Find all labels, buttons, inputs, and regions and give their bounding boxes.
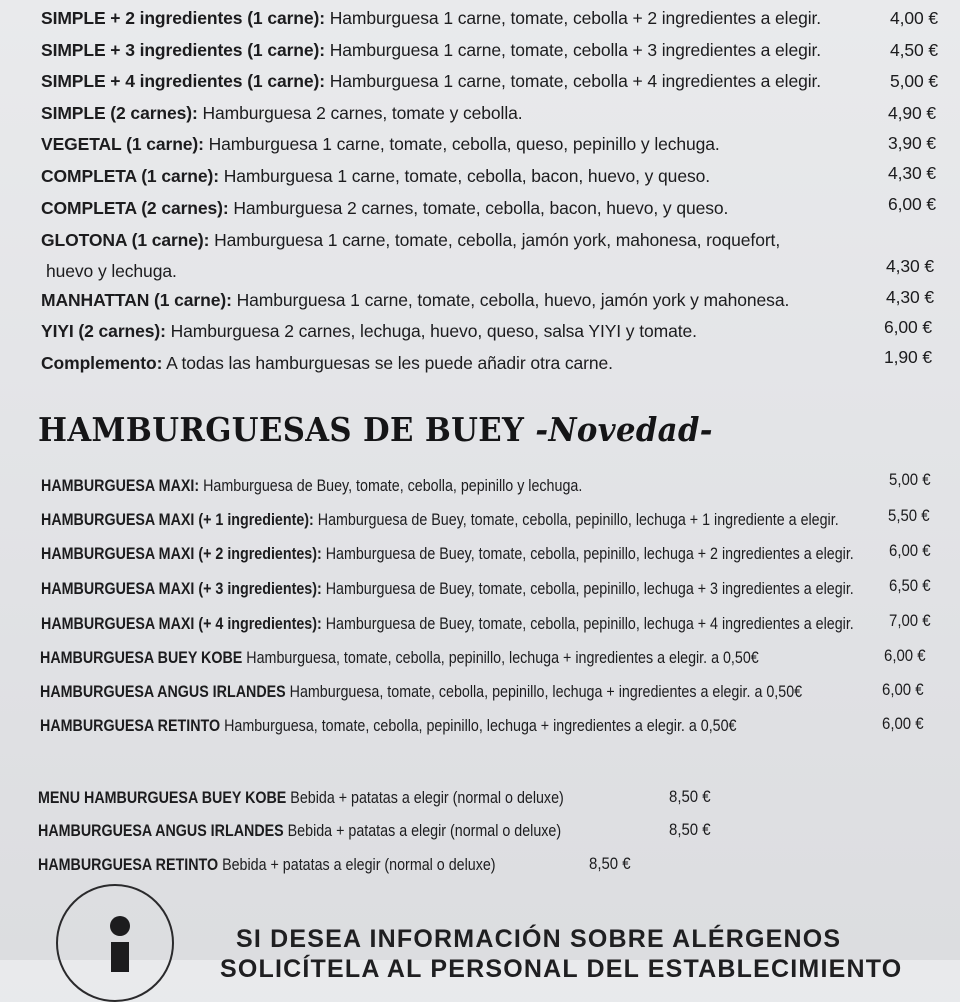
item-desc: Hamburguesa 2 carnes, tomate y cebolla.: [197, 103, 523, 123]
list-item: [41, 614, 854, 634]
list-item: [41, 198, 728, 218]
item-desc: huevo y lechuga.: [46, 261, 177, 281]
item-desc: Hamburguesa 1 carne, tomate, cebolla, huevo, jamón york y mahonesa.: [231, 290, 790, 310]
list-item: [40, 648, 759, 668]
item-desc: Hamburguesa, tomate, cebolla, pepinillo, lechuga + ingredientes a elegir. a 0,50€: [220, 716, 737, 735]
allergen-notice-line2: SOLICÍTELA AL PERSONAL DEL ESTABLECIMIENTO: [220, 955, 903, 983]
section-title: [38, 410, 713, 450]
allergen-notice-line1: SI DESEA INFORMACIÓN SOBRE ALÉRGENOS: [236, 925, 842, 953]
item-price: 6,00 €: [889, 541, 931, 560]
item-price: 8,50 €: [669, 787, 711, 806]
item-desc: Hamburguesa de Buey, tomate, cebolla, pepinillo, lechuga + 4 ingredientes a elegir.: [321, 614, 854, 633]
item-desc: Hamburguesa 2 carnes, tomate, cebolla, bacon, huevo, y queso.: [228, 198, 729, 218]
item-name: YIYI (2 carnes):: [41, 321, 166, 341]
item-desc: Hamburguesa 1 carne, tomate, cebolla, queso, pepinillo y lechuga.: [203, 134, 720, 154]
info-icon-dot: [110, 916, 130, 936]
item-name: Complemento:: [41, 353, 163, 373]
item-name: SIMPLE + 3 ingredientes (1 carne):: [41, 40, 325, 60]
list-item-continuation: [46, 261, 177, 281]
item-name: HAMBURGUESA RETINTO: [38, 855, 219, 874]
item-price: 7,00 €: [889, 611, 931, 630]
section-tag: -Novedad-: [535, 410, 713, 449]
item-name: SIMPLE + 2 ingredientes (1 carne):: [41, 8, 325, 28]
list-item: [41, 353, 613, 373]
list-item: [41, 544, 854, 564]
item-desc: Hamburguesa, tomate, cebolla, pepinillo, lechuga + ingredientes a elegir. a 0,50€: [242, 648, 759, 667]
item-name: COMPLETA (2 carnes):: [41, 198, 229, 218]
item-desc: Bebida + patatas a elegir (normal o deluxe): [286, 788, 564, 807]
list-item: [40, 716, 737, 736]
list-item: [41, 510, 839, 530]
item-price: 1,90 €: [884, 347, 933, 367]
item-name: SIMPLE (2 carnes):: [41, 103, 198, 123]
item-desc: Hamburguesa, tomate, cebolla, pepinillo, lechuga + ingredientes a elegir. a 0,50€: [285, 682, 803, 701]
list-item: [38, 821, 561, 841]
list-item: [41, 134, 720, 154]
item-name: HAMBURGUESA ANGUS IRLANDES: [38, 821, 284, 840]
item-price: 6,00 €: [884, 646, 926, 665]
list-item: [41, 71, 821, 91]
list-item: [41, 103, 523, 123]
item-price: 6,50 €: [889, 576, 931, 595]
item-name: HAMBURGUESA ANGUS IRLANDES: [40, 682, 286, 701]
item-name: MENU HAMBURGUESA BUEY KOBE: [38, 788, 287, 807]
item-name: GLOTONA (1 carne):: [41, 230, 210, 250]
item-name: HAMBURGUESA MAXI (+ 1 ingrediente):: [41, 510, 314, 529]
item-desc: Hamburguesa de Buey, tomate, cebolla, pepinillo, lechuga + 3 ingredientes a elegir.: [321, 579, 854, 598]
item-price: 4,90 €: [888, 103, 937, 123]
list-item: [41, 476, 582, 496]
item-name: HAMBURGUESA RETINTO: [40, 716, 221, 735]
item-price: 6,00 €: [888, 194, 937, 214]
item-price: 6,00 €: [884, 317, 933, 337]
item-price: 5,50 €: [888, 506, 930, 525]
section-title-text: HAMBURGUESAS DE BUEY: [38, 410, 525, 449]
list-item: [41, 8, 821, 28]
info-icon-stem: [111, 942, 129, 972]
item-price: 6,00 €: [882, 714, 924, 733]
item-desc: Bebida + patatas a elegir (normal o deluxe): [218, 855, 496, 874]
item-desc: Hamburguesa 1 carne, tomate, cebolla + 3 ingredientes a elegir.: [324, 40, 822, 60]
item-price: 4,30 €: [888, 163, 937, 183]
item-desc: Hamburguesa 1 carne, tomate, cebolla, jamón york, mahonesa, roquefort,: [209, 230, 781, 250]
item-name: HAMBURGUESA MAXI (+ 3 ingredientes):: [41, 579, 322, 598]
list-item: [41, 290, 789, 310]
item-desc: Hamburguesa de Buey, tomate, cebolla, pepinillo, lechuga + 2 ingredientes a elegir.: [321, 544, 854, 563]
item-desc: A todas las hamburguesas se les puede añadir otra carne.: [162, 353, 613, 373]
list-item: [41, 230, 780, 250]
list-item: [40, 682, 802, 702]
item-desc: Hamburguesa 1 carne, tomate, cebolla + 4 ingredientes a elegir.: [324, 71, 822, 91]
item-name: SIMPLE + 4 ingredientes (1 carne):: [41, 71, 325, 91]
item-name: VEGETAL (1 carne):: [41, 134, 204, 154]
item-price: 5,00 €: [889, 470, 931, 489]
list-item: [41, 40, 821, 60]
list-item: [41, 579, 854, 599]
item-price: 8,50 €: [589, 854, 631, 873]
list-item: [41, 321, 697, 341]
item-price: 6,00 €: [882, 680, 924, 699]
item-desc: Hamburguesa 1 carne, tomate, cebolla, bacon, huevo, y queso.: [218, 166, 710, 186]
item-price: 8,50 €: [669, 820, 711, 839]
item-name: HAMBURGUESA MAXI (+ 2 ingredientes):: [41, 544, 322, 563]
item-name: HAMBURGUESA MAXI (+ 4 ingredientes):: [41, 614, 322, 633]
item-name: MANHATTAN (1 carne):: [41, 290, 232, 310]
item-price: 4,00 €: [890, 8, 939, 28]
item-price: 5,00 €: [890, 71, 939, 91]
item-name: HAMBURGUESA BUEY KOBE: [40, 648, 243, 667]
item-desc: Bebida + patatas a elegir (normal o deluxe): [283, 821, 562, 840]
item-desc: Hamburguesa 2 carnes, lechuga, huevo, queso, salsa YIYI y tomate.: [165, 321, 697, 341]
item-price: 4,30 €: [886, 287, 935, 307]
item-price: 4,50 €: [890, 40, 939, 60]
list-item: [38, 855, 496, 875]
item-desc: Hamburguesa de Buey, tomate, cebolla, pepinillo, lechuga + 1 ingrediente a elegir.: [313, 510, 839, 529]
item-name: COMPLETA (1 carne):: [41, 166, 219, 186]
item-price: 3,90 €: [888, 133, 937, 153]
item-price: 4,30 €: [886, 256, 935, 276]
list-item: [41, 166, 710, 186]
item-name: HAMBURGUESA MAXI:: [41, 476, 200, 495]
item-desc: Hamburguesa de Buey, tomate, cebolla, pepinillo y lechuga.: [199, 476, 583, 495]
list-item: [38, 788, 564, 808]
item-desc: Hamburguesa 1 carne, tomate, cebolla + 2 ingredientes a elegir.: [324, 8, 822, 28]
